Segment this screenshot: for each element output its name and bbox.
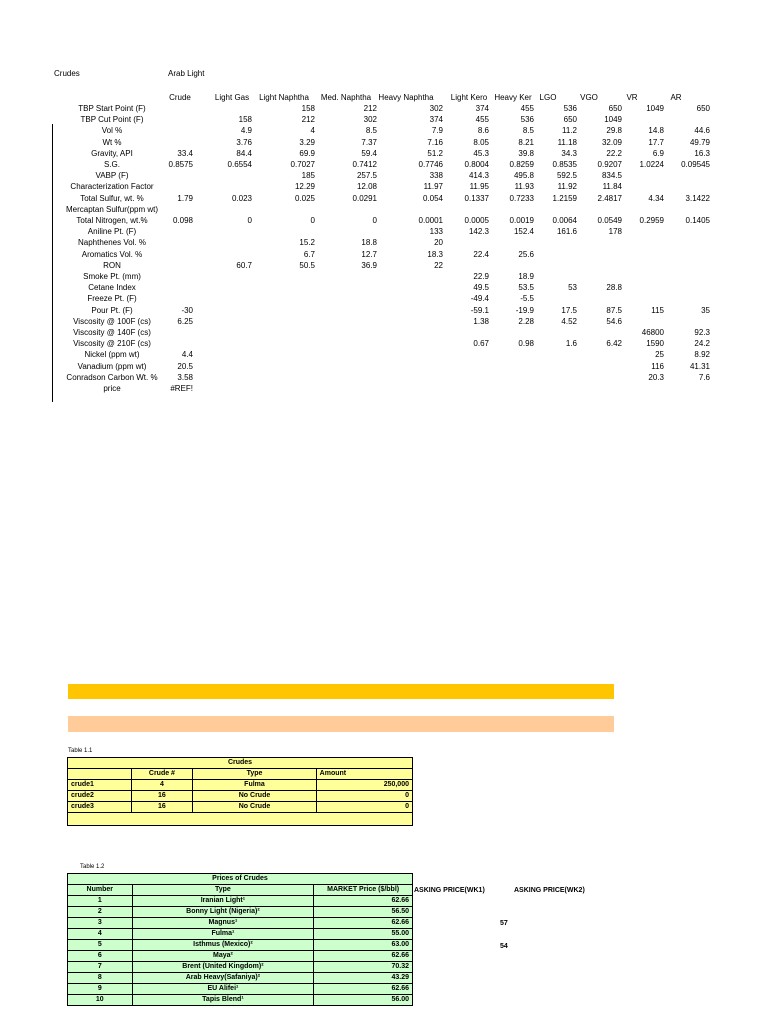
table2-cell: 62.66: [314, 951, 413, 962]
assay-cell: 212: [363, 104, 377, 113]
table2-cell: Arab Heavy(Safaniya)²: [132, 973, 314, 984]
assay-cell: 12.08: [356, 182, 377, 192]
assay-cell: 116: [651, 361, 664, 371]
assay-row-label: Freeze Pt. (F): [87, 294, 137, 304]
assay-cell: 2.28: [518, 316, 534, 326]
table2-cell: 2: [68, 907, 133, 918]
assay-cell: 32.09: [601, 137, 622, 147]
asking-price-wk1-header: ASKING PRICE(WK1): [414, 887, 485, 894]
prices-table: [67, 873, 413, 1006]
assay-cell: 11.84: [602, 182, 622, 192]
assay-cell: 115: [651, 305, 664, 315]
assay-cell: 14.8: [648, 126, 664, 136]
table1-header-cell: [68, 769, 132, 780]
assay-cell: 6.42: [606, 339, 622, 349]
assay-row-label: Viscosity @ 100F (cs): [73, 316, 151, 326]
assay-row-label: Conradson Carbon Wt. %: [66, 372, 158, 382]
assay-cell: 22: [434, 260, 443, 270]
assay-column-header: VR: [626, 93, 638, 102]
assay-row-label: price: [103, 384, 121, 393]
assay-row-label: Cetane Index: [88, 283, 136, 293]
table2-title: Prices of Crudes: [68, 874, 413, 885]
assay-cell: 0.1337: [464, 193, 489, 203]
table2-cell: 10: [68, 995, 133, 1006]
assay-cell: 8.21: [518, 137, 534, 147]
assay-cell: 0.0064: [552, 216, 577, 225]
assay-cell: 35: [701, 305, 710, 315]
table2-cell: 5: [68, 940, 133, 951]
assay-cell: 6.25: [177, 316, 193, 326]
assay-cell: 8.5: [365, 126, 377, 136]
table-row: [68, 995, 413, 1006]
assay-cell: 33.4: [177, 148, 193, 158]
table1-cell: crude3: [68, 802, 132, 813]
table1-cell: Fulma: [193, 780, 316, 791]
assay-cell: 4.9: [240, 126, 252, 136]
assay-cell: -59.1: [470, 305, 489, 315]
assay-cell: 0.7233: [509, 193, 534, 203]
assay-cell: 22.2: [606, 148, 622, 158]
assay-cell: 455: [520, 104, 534, 113]
table2-cell: 70.32: [314, 962, 413, 973]
assay-cell: 0.098: [172, 216, 193, 225]
asking-price-wk1-value: 54: [500, 942, 508, 950]
assay-cell: 6.9: [652, 148, 664, 158]
assay-row-label: Vanadium (ppm wt): [77, 361, 147, 371]
assay-cell: 16.3: [694, 148, 710, 158]
assay-cell: 1.38: [473, 316, 489, 326]
table2-cell: 62.66: [314, 918, 413, 929]
assay-cell: 302: [363, 115, 377, 125]
assay-cell: 4.52: [561, 316, 577, 326]
assay-cell: 17.7: [648, 137, 664, 147]
table1-cell: 4: [131, 780, 193, 791]
table2-cell: 4: [68, 929, 133, 940]
assay-cell: 18.9: [518, 272, 534, 281]
assay-cell: -30: [181, 305, 193, 315]
table1-cell: 250,000: [316, 780, 412, 791]
assay-cell: 20.5: [177, 361, 193, 371]
assay-cell: 650: [696, 104, 710, 113]
assay-cell: 1590: [646, 339, 664, 349]
assay-cell: 161.6: [556, 227, 577, 237]
assay-cell: 0.7027: [290, 160, 315, 169]
table1-header-row: [68, 769, 413, 780]
assay-cell: -5.5: [520, 294, 534, 304]
assay-cell: 650: [608, 104, 622, 113]
assay-row-label: Aniline Pt. (F): [87, 227, 137, 237]
assay-cell: 60.7: [236, 260, 252, 270]
assay-cell: 0.67: [473, 339, 489, 349]
assay-cell: 158: [238, 115, 252, 125]
table2-cell: Iranian Light¹: [132, 896, 314, 907]
assay-cell: 17.5: [561, 305, 577, 315]
table1-empty-row: [68, 813, 413, 826]
assay-cell: 0.054: [422, 193, 443, 203]
table1-cell: 16: [131, 802, 193, 813]
assay-cell: #REF!: [170, 384, 193, 393]
table2-caption: Table 1.2: [80, 864, 105, 870]
table1-title: Crudes: [68, 758, 413, 769]
table2-cell: Maya²: [132, 951, 314, 962]
assay-cell: 1.2159: [552, 193, 577, 203]
assay-cell: 84.4: [236, 148, 252, 158]
assay-row-label: S.G.: [103, 160, 120, 169]
assay-cell: 650: [563, 115, 577, 125]
assay-cell: 257.5: [356, 171, 377, 181]
assay-row-label: Smoke Pt. (mm): [83, 272, 141, 281]
assay-cell: 4.34: [648, 193, 664, 203]
assay-row-label: RON: [103, 260, 121, 270]
assay-cell: 53.5: [518, 283, 534, 293]
assay-cell: 46800: [641, 328, 664, 337]
assay-row-label: Aromatics Vol. %: [81, 249, 143, 259]
assay-column-header: Light Naphtha: [259, 93, 309, 102]
assay-cell: 178: [608, 227, 622, 237]
assay-cell: 0.8535: [552, 160, 577, 169]
assay-cell: 39.8: [518, 148, 534, 158]
table-row: [68, 907, 413, 918]
table-row: [68, 780, 413, 791]
assay-cell: 3.29: [299, 137, 315, 147]
assay-cell: 0.0019: [509, 216, 534, 225]
assay-cell: 414.3: [468, 171, 489, 181]
assay-cell: 302: [429, 104, 443, 113]
table2-cell: 7: [68, 962, 133, 973]
assay-cell: 7.6: [698, 372, 710, 382]
assay-row-label: Total Sulfur, wt. %: [80, 193, 144, 203]
table2-cell: 8: [68, 973, 133, 984]
table-row: [68, 962, 413, 973]
assay-cell: 25.6: [518, 249, 534, 259]
assay-row-label: Naphthenes Vol. %: [77, 238, 147, 248]
assay-cell: 22.9: [473, 272, 489, 281]
table1-cell: crude2: [68, 791, 132, 802]
assay-cell: 536: [520, 115, 534, 125]
assay-row-label: Pour Pt. (F): [91, 305, 133, 315]
assay-cell: 49.79: [689, 137, 710, 147]
table-row: [68, 791, 413, 802]
assay-column-header: Crude: [169, 93, 191, 102]
table-row: [68, 929, 413, 940]
assay-cell: 44.6: [694, 126, 710, 136]
assay-cell: 158: [301, 104, 315, 113]
assay-cell: 8.5: [522, 126, 534, 136]
assay-cell: 0.7412: [352, 160, 377, 169]
assay-row-label: Nickel (ppm wt): [84, 350, 140, 360]
table-row: [68, 896, 413, 907]
assay-row-label: Wt %: [102, 137, 122, 147]
asking-price-wk2-header: ASKING PRICE(WK2): [514, 887, 585, 894]
assay-cell: 20.3: [648, 372, 664, 382]
peach-banner: [68, 716, 614, 732]
assay-cell: 0.0005: [464, 216, 489, 225]
assay-cell: 51.2: [427, 148, 443, 158]
table-row: [68, 973, 413, 984]
table1-cell: crude1: [68, 780, 132, 791]
assay-cell: 1049: [604, 115, 622, 125]
assay-row-label: Gravity, API: [91, 148, 133, 158]
assay-cell: 11.18: [557, 137, 577, 147]
assay-cell: 12.7: [361, 249, 377, 259]
table-row: [68, 951, 413, 962]
assay-cell: 15.2: [299, 238, 315, 248]
assay-row-label: VABP (F): [95, 171, 129, 181]
assay-column-header: VGO: [580, 93, 598, 102]
table1-header-cell: Type: [193, 769, 316, 780]
assay-cell: 0.025: [294, 193, 315, 203]
assay-cell: 0.9207: [597, 160, 622, 169]
assay-cell: 8.6: [477, 126, 489, 136]
assay-cell: -49.4: [470, 294, 489, 304]
assay-cell: 374: [475, 104, 489, 113]
assay-cell: 0.7746: [418, 160, 443, 169]
table1-caption: Table 1.1: [68, 748, 93, 754]
assay-cell: 8.92: [694, 350, 710, 360]
assay-cell: 11.97: [423, 182, 443, 192]
assay-cell: 142.3: [468, 227, 489, 237]
table-row: [68, 918, 413, 929]
assay-cell: 87.5: [606, 305, 622, 315]
table2-cell: Magnus¹: [132, 918, 314, 929]
table2-cell: 9: [68, 984, 133, 995]
assay-cell: 4.4: [181, 350, 193, 360]
assay-row-label: Viscosity @ 210F (cs): [73, 339, 151, 349]
assay-cell: 1.79: [177, 193, 193, 203]
assay-cell: 0.8575: [168, 160, 193, 169]
assay-cell: 11.92: [557, 182, 577, 192]
table2-cell: 55.00: [314, 929, 413, 940]
assay-cell: 36.9: [361, 260, 377, 270]
table2-cell: 56.00: [314, 995, 413, 1006]
assay-cell: 7.9: [431, 126, 443, 136]
table2-header-cell: Number: [68, 885, 133, 896]
assay-cell: 0.8259: [509, 160, 534, 169]
crudes-table: [67, 757, 413, 826]
assay-cell: 495.8: [513, 171, 534, 181]
assay-cell: 92.3: [694, 328, 710, 337]
assay-cell: 185: [301, 171, 315, 181]
table2-header-cell: Type: [132, 885, 314, 896]
table1-cell: No Crude: [193, 791, 316, 802]
table-row: [68, 802, 413, 813]
assay-cell: 0.023: [231, 193, 252, 203]
assay-cell: 50.5: [299, 260, 315, 270]
crude-name: Arab Light: [168, 69, 205, 78]
assay-cell: 0.8004: [464, 160, 489, 169]
assay-cell: 374: [429, 115, 443, 125]
assay-cell: 834.5: [601, 171, 622, 181]
assay-cell: 54.6: [606, 316, 622, 326]
assay-cell: 3.1422: [685, 193, 710, 203]
assay-row-label: Mercaptan Sulfur(ppm wt): [65, 204, 159, 214]
assay-column-header: Heavy Ker: [494, 93, 532, 102]
table2-cell: 56.50: [314, 907, 413, 918]
table1-cell: 0: [316, 791, 412, 802]
assay-cell: 0.98: [518, 339, 534, 349]
assay-cell: 53: [568, 283, 577, 293]
assay-cell: 0: [372, 216, 377, 225]
assay-cell: 0.1405: [685, 216, 710, 225]
table2-header-row: [68, 885, 413, 896]
yellow-banner: [68, 684, 614, 699]
table1-header-cell: Amount: [316, 769, 412, 780]
assay-cell: 7.37: [361, 137, 377, 147]
assay-cell: 592.5: [556, 171, 577, 181]
assay-cell: 1.0224: [639, 160, 664, 169]
table2-cell: EU Alifei¹: [132, 984, 314, 995]
assay-column-header: AR: [670, 93, 682, 102]
assay-cell: 59.4: [361, 148, 377, 158]
table1-header-cell: Crude #: [131, 769, 193, 780]
assay-cell: 8.05: [473, 137, 489, 147]
assay-column-header: Light Gas: [214, 93, 250, 102]
asking-price-wk1-value: 57: [500, 920, 508, 928]
assay-cell: -19.9: [515, 305, 534, 315]
assay-row-label: TBP Start Point (F): [78, 104, 146, 113]
assay-cell: 29.8: [606, 126, 622, 136]
assay-cell: 0.0549: [597, 216, 622, 225]
table2-cell: Brent (United Kingdom)²: [132, 962, 314, 973]
assay-column-header: Light Kero: [450, 93, 488, 102]
assay-cell: 69.9: [299, 148, 315, 158]
assay-column-header: LGO: [539, 93, 557, 102]
assay-cell: 0.0291: [352, 193, 377, 203]
assay-cell: 22.4: [473, 249, 489, 259]
table2-title-row: [68, 874, 413, 885]
table2-cell: 62.66: [314, 896, 413, 907]
table2-cell: 1: [68, 896, 133, 907]
assay-cell: 0.0001: [418, 216, 443, 225]
table2-cell: Bonny Light (Nigeria)²: [132, 907, 314, 918]
assay-cell: 3.58: [177, 372, 193, 382]
assay-cell: 0.6554: [227, 160, 252, 169]
table2-cell: 3: [68, 918, 133, 929]
table2-cell: Isthmus (Mexico)²: [132, 940, 314, 951]
assay-cell: 152.4: [513, 227, 534, 237]
table1-title-row: [68, 758, 413, 769]
assay-cell: 536: [563, 104, 577, 113]
table2-cell: Tapis Blend¹: [132, 995, 314, 1006]
assay-cell: 12.29: [294, 182, 315, 192]
assay-cell: 455: [475, 115, 489, 125]
assay-cell: 11.93: [514, 182, 534, 192]
assay-cell: 133: [429, 227, 443, 237]
table-row: [68, 984, 413, 995]
assay-cell: 45.3: [473, 148, 489, 158]
assay-cell: 338: [429, 171, 443, 181]
assay-row-label: Viscosity @ 140F (cs): [73, 328, 151, 337]
assay-cell: 18.8: [361, 238, 377, 248]
assay-row-label: Vol %: [101, 126, 123, 136]
assay-cell: 212: [301, 115, 315, 125]
table2-cell: 6: [68, 951, 133, 962]
table2-cell: 62.66: [314, 984, 413, 995]
assay-cell: 3.76: [236, 137, 252, 147]
crudes-label: Crudes: [54, 69, 80, 78]
table2-cell: 63.00: [314, 940, 413, 951]
assay-cell: 24.2: [694, 339, 710, 349]
assay-cell: 0.09545: [681, 160, 710, 169]
assay-cell: 0.2959: [639, 216, 664, 225]
assay-cell: 6.7: [303, 249, 315, 259]
table2-header-cell: MARKET Price ($/bbl): [314, 885, 413, 896]
assay-cell: 34.3: [561, 148, 577, 158]
assay-row-label: Characterization Factor: [70, 182, 154, 192]
table1-empty-cell: [68, 813, 413, 826]
assay-cell: 20: [434, 238, 443, 248]
table1-cell: 0: [316, 802, 412, 813]
assay-cell: 49.5: [473, 283, 489, 293]
left-border-line: [52, 124, 53, 402]
assay-cell: 0: [310, 216, 315, 225]
assay-column-header: Heavy Naphtha: [378, 93, 434, 102]
table1-cell: No Crude: [193, 802, 316, 813]
assay-row-label: Total Nitrogen, wt.%: [76, 216, 148, 225]
assay-cell: 1049: [646, 104, 664, 113]
assay-cell: 18.3: [427, 249, 443, 259]
assay-cell: 2.4817: [597, 193, 622, 203]
table1-cell: 16: [131, 791, 193, 802]
table2-cell: Fulma¹: [132, 929, 314, 940]
assay-cell: 4: [310, 126, 315, 136]
assay-cell: 28.8: [606, 283, 622, 293]
assay-cell: 1.6: [565, 339, 577, 349]
table2-cell: 43.29: [314, 973, 413, 984]
assay-cell: 0: [247, 216, 252, 225]
table-row: [68, 940, 413, 951]
assay-row-label: TBP Cut Point (F): [80, 115, 144, 125]
assay-cell: 25: [655, 350, 664, 360]
assay-column-header: Med. Naphtha: [320, 93, 372, 102]
assay-cell: 11.95: [469, 182, 489, 192]
assay-cell: 7.16: [427, 137, 443, 147]
assay-cell: 41.31: [689, 361, 710, 371]
assay-cell: 11.2: [562, 126, 577, 136]
